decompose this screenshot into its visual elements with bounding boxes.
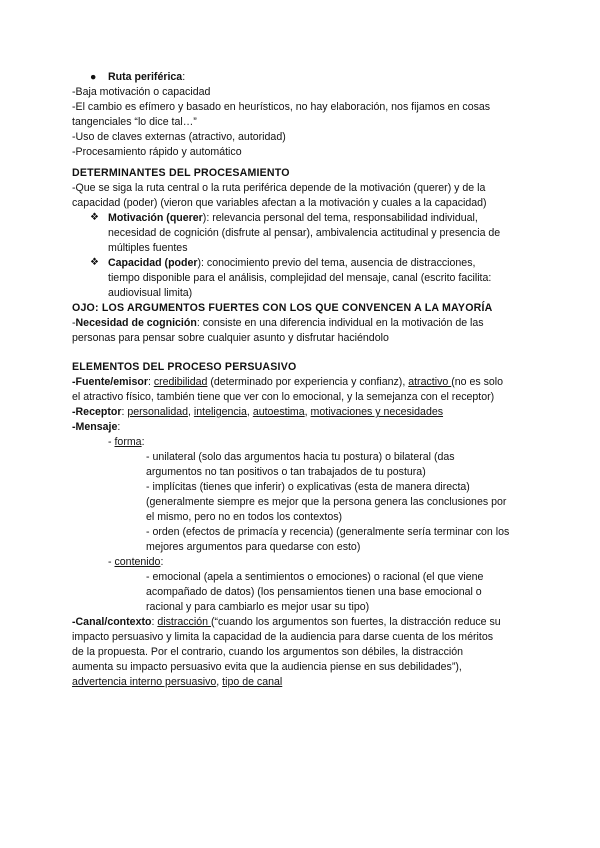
line: -Que se siga la ruta central o la ruta periférica depende de la motivación (querer) y de la bbox=[72, 182, 486, 194]
colon: : bbox=[182, 71, 186, 83]
line: personas para pensar sobre cualquier asunto y disfrutar haciéndolo bbox=[72, 332, 389, 344]
credibilidad-term: credibilidad bbox=[153, 376, 208, 388]
motivaciones-term: motivaciones y necesidades bbox=[310, 406, 444, 418]
line: - implícitas (tienes que inferir) o explicativas (esta de manera directa) bbox=[146, 481, 470, 493]
receptor-line bbox=[72, 405, 443, 420]
line: - unilateral (solo das argumentos hacia tu postura) o bilateral (das bbox=[146, 451, 455, 463]
advertencia-line bbox=[72, 675, 282, 690]
line: tangenciales “lo dice tal…” bbox=[72, 116, 197, 128]
capacidad-label: Capacidad bbox=[108, 257, 162, 269]
comma: , bbox=[246, 406, 253, 418]
line: el atractivo físico, también tiene que ver con lo emocional, y la semejanza con el receptor) bbox=[72, 391, 495, 403]
dash: - bbox=[72, 317, 76, 329]
canal-line bbox=[72, 615, 501, 630]
paren: ( bbox=[163, 212, 170, 224]
inteligencia-term: inteligencia bbox=[193, 406, 247, 418]
comma: , bbox=[188, 406, 194, 418]
poder-label: poder bbox=[168, 257, 198, 269]
line: -Uso de claves externas (atractivo, autoridad) bbox=[72, 131, 286, 143]
diamond-bullet-icon: ❖ bbox=[90, 212, 99, 223]
fuente-label: -Fuente/emisor bbox=[72, 376, 148, 388]
colon: : bbox=[141, 436, 145, 448]
capacidad-line bbox=[108, 256, 475, 271]
line: tiempo disponible para el análisis, complejidad del mensaje, canal (escrito facilita: bbox=[108, 272, 492, 284]
comma: , bbox=[216, 676, 223, 688]
mensaje-line bbox=[72, 420, 120, 435]
autoestima-term: autoestima bbox=[252, 406, 305, 418]
dash: - bbox=[108, 436, 115, 448]
advertencia-term: advertencia interno persuasivo bbox=[72, 676, 217, 688]
line: -Baja motivación o capacidad bbox=[72, 86, 211, 98]
receptor-label: -Receptor bbox=[72, 406, 122, 418]
personalidad-term: personalidad bbox=[127, 406, 189, 418]
contenido-term: contenido bbox=[114, 556, 161, 568]
distraccion-term: distracción bbox=[157, 616, 211, 628]
necesidad-line bbox=[72, 316, 484, 331]
forma-term: forma bbox=[114, 436, 142, 448]
fuente-line bbox=[72, 375, 503, 390]
line: audiovisual limita) bbox=[108, 287, 193, 299]
text: (determinado por experiencia y confianz), bbox=[207, 376, 409, 388]
text: ): conocimiento previo del tema, ausencia de distracciones, bbox=[197, 257, 476, 269]
text: (no es solo bbox=[451, 376, 504, 388]
text: : consiste en una diferencia individual en la motivación de las bbox=[196, 317, 484, 329]
line: capacidad (poder) (vieron que variables afectan a la motivación y cuales a la capacidad) bbox=[72, 197, 487, 209]
line: aumenta su impacto persuasivo evita que la audiencia piense en sus debilidades”), bbox=[72, 661, 462, 673]
colon: : bbox=[117, 421, 121, 433]
colon: : bbox=[147, 376, 154, 388]
line: (generalmente siempre es mejor que la persona genera las conclusiones por bbox=[146, 496, 507, 508]
title-text: Ruta periférica bbox=[108, 71, 183, 83]
tipo-canal-term: tipo de canal bbox=[222, 676, 283, 688]
line: necesidad de cognición (disfrute al pensar), ambivalencia actitudinal y presencia de bbox=[108, 227, 501, 239]
text: (“cuando los argumentos son fuertes, la distracción reduce su bbox=[210, 616, 501, 628]
motivacion-line bbox=[108, 211, 478, 226]
line: mejores argumentos para quedarse con esto) bbox=[146, 541, 361, 553]
paren: ( bbox=[161, 257, 169, 269]
line: - orden (efectos de primacía y recencia) (generalmente sería terminar con los bbox=[146, 526, 510, 538]
canal-label: -Canal/contexto bbox=[72, 616, 152, 628]
line: el mismo, pero no en todos los contextos) bbox=[146, 511, 343, 523]
necesidad-label: Necesidad de cognición bbox=[75, 317, 197, 329]
line: - emocional (apela a sentimientos o emociones) o racional (el que viene bbox=[146, 571, 484, 583]
colon: : bbox=[160, 556, 164, 568]
line: -El cambio es efímero y basado en heurísticos, no hay elaboración, nos fijamos en cosas bbox=[72, 101, 491, 113]
line: acompañado de datos) (los pensamientos tienen una base emocional o bbox=[146, 586, 482, 598]
colon: : bbox=[151, 616, 158, 628]
line: argumentos no tan positivos o tan trabajados de tu postura) bbox=[146, 466, 426, 478]
section-heading: DETERMINANTES DEL PROCESAMIENTO bbox=[72, 167, 290, 179]
querer-label: querer bbox=[169, 212, 203, 224]
line: impacto persuasivo y limita la capacidad de la audiencia para darse cuenta de los méritos bbox=[72, 631, 494, 643]
mensaje-label: -Mensaje bbox=[72, 421, 118, 433]
dash: - bbox=[108, 556, 115, 568]
ruta-periferica-title bbox=[108, 70, 185, 85]
line: de la propuesta. Por el contrario, cuando los argumentos son débiles, la distracción bbox=[72, 646, 464, 658]
line: racional y para cambiarlo es mejor usar su tipo) bbox=[146, 601, 370, 613]
line: múltiples fuentes bbox=[108, 242, 188, 254]
section-heading: ELEMENTOS DEL PROCESO PERSUASIVO bbox=[72, 361, 297, 373]
atractivo-term: atractivo bbox=[408, 376, 452, 388]
diamond-bullet-icon: ❖ bbox=[90, 257, 99, 268]
ojo-note: OJO: LOS ARGUMENTOS FUERTES CON LOS QUE CONVENCEN A LA MAYORÍA bbox=[72, 302, 493, 314]
contenido-line bbox=[108, 555, 163, 570]
forma-line bbox=[108, 435, 145, 450]
bullet-icon: ● bbox=[90, 71, 97, 83]
colon: : bbox=[121, 406, 128, 418]
text: ): relevancia personal del tema, responsabilidad individual, bbox=[202, 212, 478, 224]
motivacion-label: Motivación bbox=[108, 212, 164, 224]
line: -Procesamiento rápido y automático bbox=[72, 146, 242, 158]
comma: , bbox=[304, 406, 311, 418]
